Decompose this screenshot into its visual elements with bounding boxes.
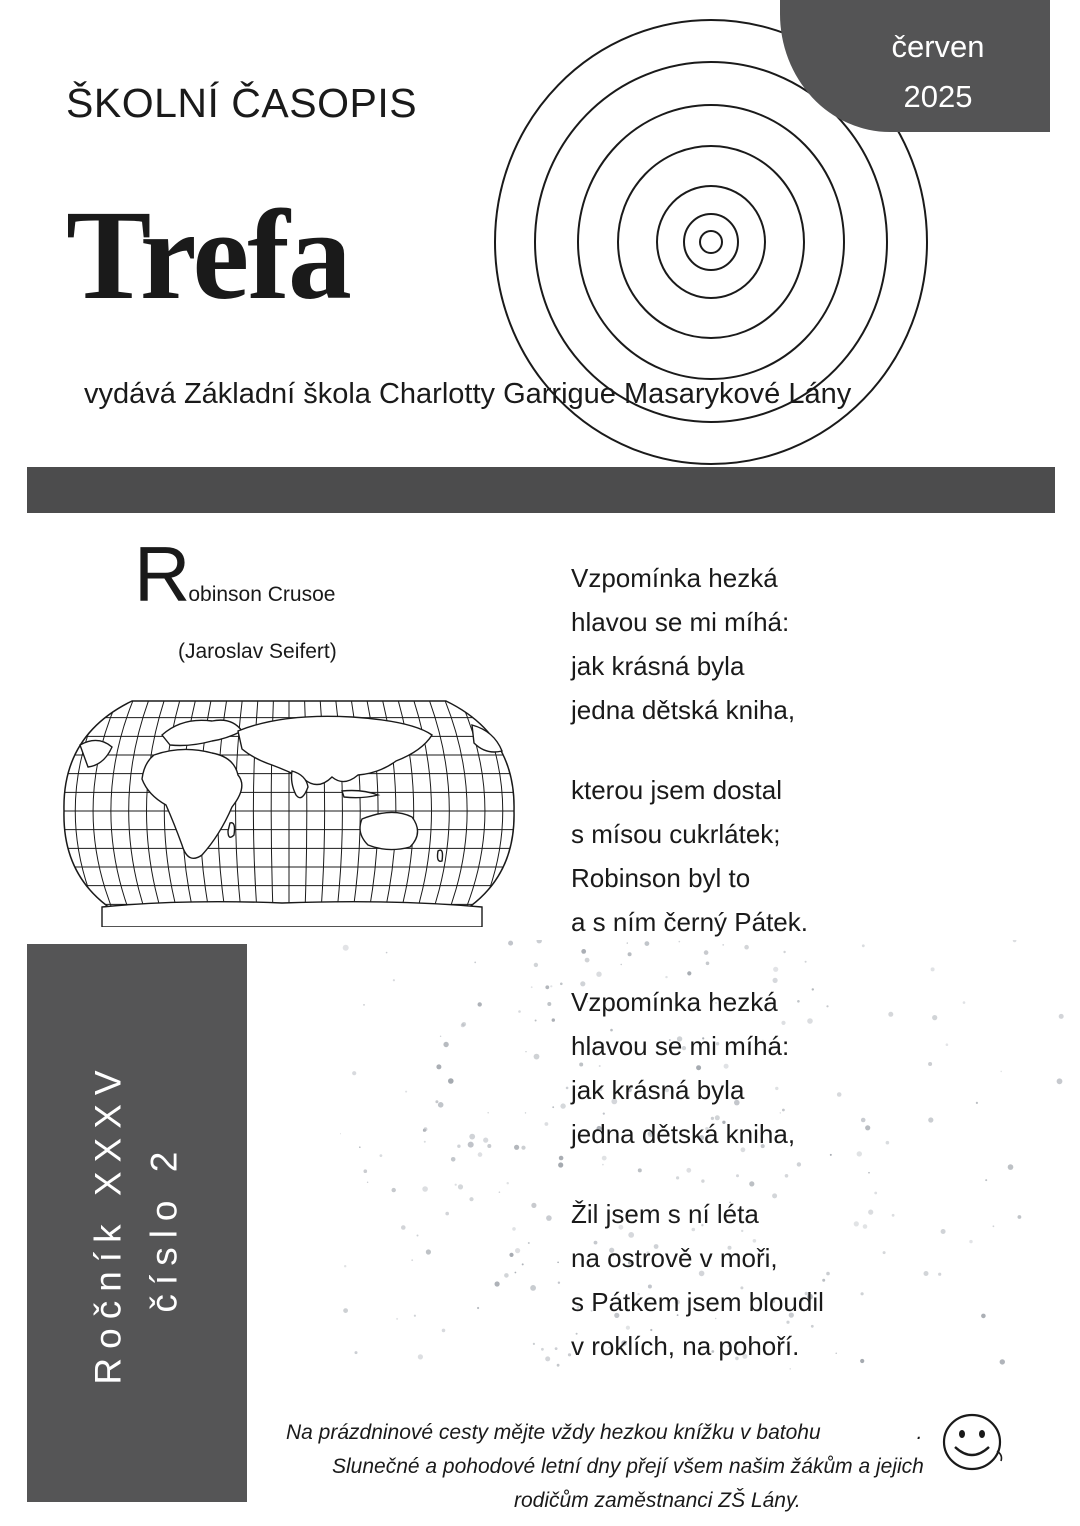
- poem-title: [134, 530, 434, 618]
- poem-line: v roklích, na pohoří.: [571, 1331, 800, 1361]
- poem-stanza: [571, 1192, 824, 1368]
- poem-body: [571, 556, 824, 1404]
- poem-line: na ostrově v moři,: [571, 1243, 778, 1273]
- smiley-face-icon: [939, 1411, 1009, 1473]
- volume-issue-box: [27, 944, 247, 1502]
- poem-title-drop-cap: R: [134, 530, 191, 618]
- poem-line: Žil jsem s ní léta: [571, 1199, 759, 1229]
- publisher-line: vydává Základní škola Charlotty Garrigue Masarykové Lány: [84, 378, 852, 410]
- poem-title-text: obinson Crusoe: [188, 583, 336, 606]
- issue-number-label: číslo 2: [144, 1142, 185, 1313]
- magazine-kicker: ŠKOLNÍ ČASOPIS: [66, 80, 418, 126]
- poem-line: jak krásná byla: [571, 1075, 745, 1105]
- footer-line-1: Na prázdninové cesty mějte vždy hezkou knížku v batohu: [286, 1421, 821, 1444]
- header-divider-bar: [27, 467, 1055, 513]
- poem-line: hlavou se mi míhá:: [571, 607, 790, 637]
- poem-line: s Pátkem jsem bloudil: [571, 1287, 824, 1317]
- volume-label: Ročník XXXV: [88, 1061, 129, 1385]
- world-map-illustration: [62, 695, 516, 927]
- poem-line: Robinson byl to: [571, 863, 751, 893]
- poem-line: jedna dětská kniha,: [571, 1119, 796, 1149]
- poem-line: hlavou se mi míhá:: [571, 1031, 790, 1061]
- poem-line: jedna dětská kniha,: [571, 695, 796, 725]
- poem-line: a s ním černý Pátek.: [571, 907, 808, 937]
- poem-line: kterou jsem dostal: [571, 775, 782, 805]
- footer-line-1-end: .: [916, 1421, 923, 1444]
- footer-line-3: rodičům zaměstnanci ZŠ Lány.: [514, 1489, 801, 1512]
- poem-stanza: [571, 980, 824, 1156]
- poem-line: Vzpomínka hezká: [571, 563, 778, 593]
- issue-month: červen: [891, 29, 985, 64]
- poem-stanza: [571, 556, 824, 732]
- poem-author: (Jaroslav Seifert): [178, 640, 337, 663]
- poem-line: jak krásná byla: [571, 651, 745, 681]
- magazine-title: Trefa: [66, 184, 350, 326]
- issue-year: 2025: [903, 79, 973, 114]
- poem-stanza: [571, 768, 824, 944]
- footer-line-2: Slunečné a pohodové letní dny přejí všem našim žákům a jejich: [332, 1455, 924, 1478]
- poem-line: Vzpomínka hezká: [571, 987, 778, 1017]
- poem-line: s mísou cukrlátek;: [571, 819, 781, 849]
